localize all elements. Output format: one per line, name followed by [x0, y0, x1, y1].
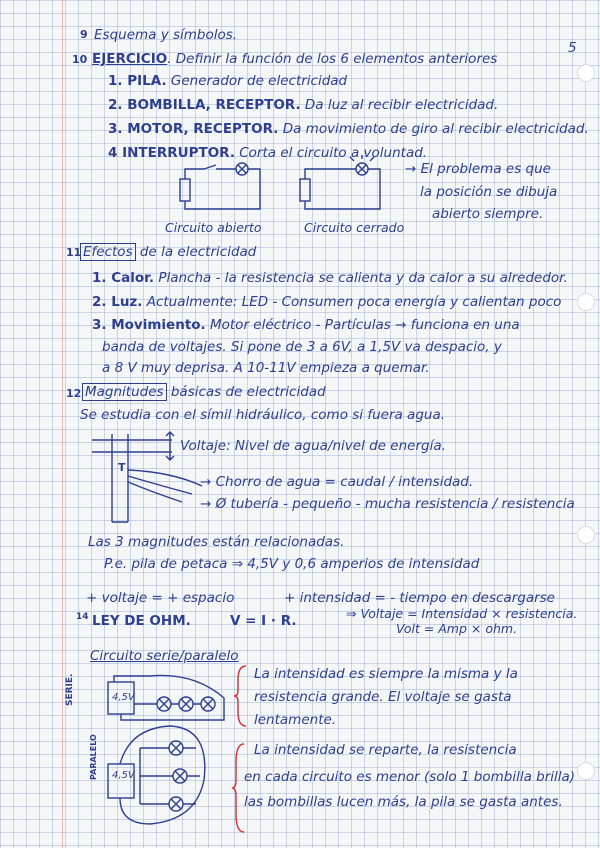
binder-hole — [577, 64, 595, 82]
voltaje-espacio: + voltaje = + espacio — [86, 590, 235, 606]
item-text: Da movimiento de giro al recibir electricidad. — [282, 121, 589, 137]
effect-text-cont: a 8 V muy deprisa. A 10-11V empieza a quemar. — [102, 360, 430, 376]
ohm-formula: V = I · R. — [230, 613, 297, 629]
parallel-note: las bombillas lucen más, la pila se gasta antes. — [244, 794, 563, 810]
series-note: resistencia grande. El voltaje se gasta — [254, 689, 512, 705]
item-text: Corta el circuito a voluntad. — [239, 145, 428, 161]
section-magnitudes — [82, 384, 326, 400]
ejercicio-title: EJERCICIO — [92, 51, 168, 67]
margin-line — [62, 0, 63, 848]
effect-label: 3. Movimiento. — [92, 317, 206, 333]
circuit-serie-paralelo-title: Circuito serie/paralelo — [90, 648, 239, 664]
ohm-title: LEY DE OHM. — [92, 613, 191, 629]
item-number: 9 — [80, 28, 88, 41]
binder-hole — [577, 293, 595, 311]
ohm-units: Volt = Amp × ohm. — [396, 621, 518, 636]
note-line: la posición se dibuja — [420, 184, 558, 200]
hydraulic-resistencia: → Ø tubería - pequeño - mucha resistencia / resistencia — [200, 496, 575, 512]
note-line: abierto siempre. — [432, 206, 544, 222]
section-box: Magnitudes — [82, 383, 167, 401]
effect-label: 2. Luz. — [92, 294, 143, 310]
caption-open-circuit: Circuito abierto — [165, 220, 262, 235]
binder-hole — [577, 526, 595, 544]
section-text: básicas de electricidad — [170, 384, 326, 400]
item-bombilla — [108, 97, 498, 113]
item-label: 1. PILA. — [108, 73, 167, 89]
ejercicio-text: . Definir la función de los 6 elementos anteriores — [167, 51, 498, 67]
item-number: 14 — [76, 612, 89, 622]
item-number: 10 — [72, 53, 88, 66]
example-line: P.e. pila de petaca ⇒ 4,5V y 0,6 amperios de intensidad — [104, 556, 480, 572]
serie-label: SERIE. — [65, 673, 75, 706]
section-box: Efectos — [80, 243, 136, 261]
series-brace — [234, 664, 248, 728]
mark: 5 — [568, 40, 577, 56]
effect-calor — [92, 270, 568, 286]
caption-closed-circuit: Circuito cerrado — [304, 220, 405, 235]
item-label: 2. BOMBILLA, RECEPTOR. — [108, 97, 301, 113]
hydraulic-intensidad: → Chorro de agua = caudal / intensidad. — [200, 474, 474, 490]
effect-text: Plancha - la resistencia se calienta y da calor a su alrededor. — [158, 270, 568, 286]
ohm-words: ⇒ Voltaje = Intensidad × resistencia. — [346, 606, 578, 621]
paralelo-label: PARALELO — [89, 734, 98, 780]
series-note: lentamente. — [254, 712, 337, 728]
effect-luz — [92, 294, 561, 310]
effect-label: 1. Calor. — [92, 270, 155, 286]
series-note: La intensidad es siempre la misma y la — [254, 666, 518, 682]
item-text: Generador de electricidad — [170, 73, 348, 89]
item-pila — [108, 73, 347, 89]
parallel-brace — [232, 742, 246, 834]
item-label: 3. MOTOR, RECEPTOR. — [108, 121, 279, 137]
effect-text-cont: banda de voltajes. Si pone de 3 a 6V, a 1,5V va despacio, y — [102, 339, 502, 355]
item-label: 4 INTERRUPTOR. — [108, 145, 235, 161]
effect-text: Actualmente: LED - Consumen poca energía y calientan poco — [146, 294, 562, 310]
item-number: 12 — [66, 387, 82, 400]
heading-esquema: Esquema y símbolos. — [94, 27, 238, 43]
effect-text: Motor eléctrico - Partículas → funciona en una — [209, 317, 520, 333]
parallel-note: en cada circuito es menor (solo 1 bombilla brilla) — [244, 769, 576, 785]
closed-circuit-sketch — [296, 165, 406, 213]
intensidad-tiempo: + intensidad = - tiempo en descargarse — [284, 590, 555, 606]
battery-label: 4,5V — [112, 692, 135, 703]
binder-hole — [577, 762, 595, 780]
ejercicio-line — [92, 51, 497, 67]
item-number: 11 — [66, 246, 82, 259]
item-text: Da luz al recibir electricidad. — [304, 97, 499, 113]
hydraulic-voltaje: Voltaje: Nivel de agua/nivel de energía. — [180, 438, 446, 454]
item-motor — [108, 121, 589, 137]
parallel-note: La intensidad se reparte, la resistencia — [254, 742, 517, 758]
relation-line: Las 3 magnitudes están relacionadas. — [88, 534, 345, 550]
effect-movimiento — [92, 317, 520, 333]
item-interruptor — [108, 145, 427, 161]
battery-label: 4,5V — [112, 770, 135, 781]
section-efectos — [80, 244, 256, 260]
open-circuit-sketch — [176, 165, 266, 213]
note-line: → El problema es que — [405, 161, 551, 177]
tank-label: T — [118, 461, 126, 474]
simil-line: Se estudia con el símil hidráulico, como si fuera agua. — [80, 407, 446, 423]
section-text: de la electricidad — [139, 244, 257, 260]
